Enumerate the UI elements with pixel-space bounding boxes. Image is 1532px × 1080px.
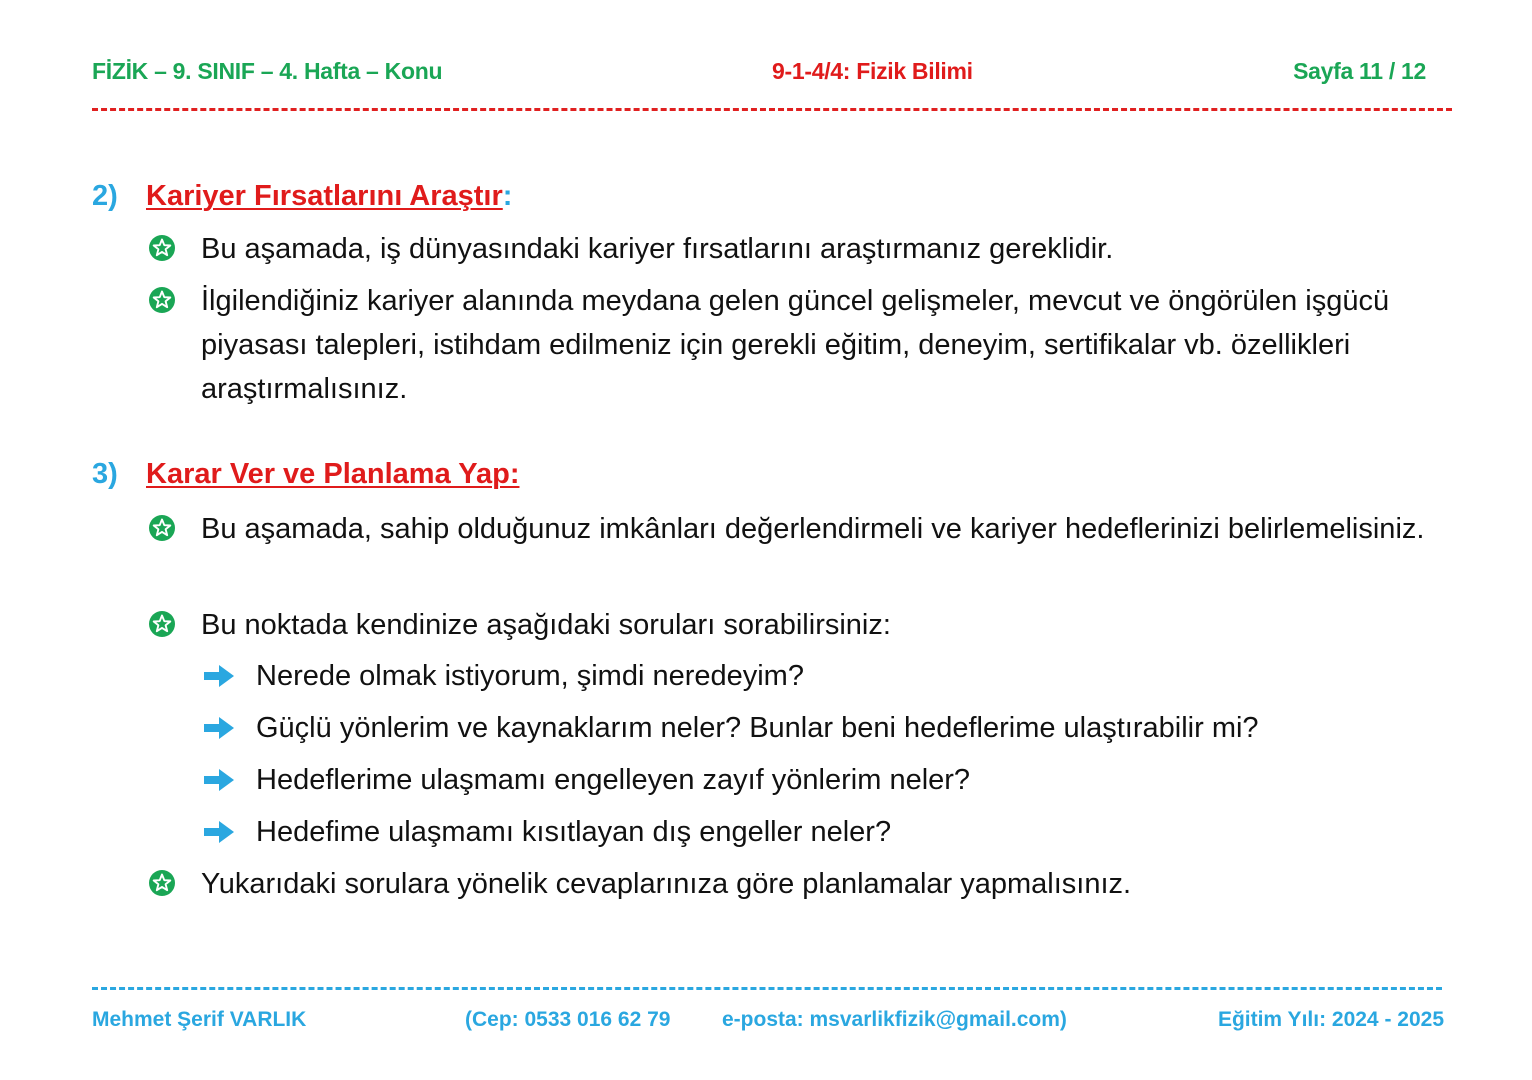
section-heading: Kariyer Fırsatlarını Araştır [146, 180, 503, 212]
question-item: Güçlü yönlerim ve kaynaklarım neler? Bunlar beni hedeflerime ulaştırabilir mi? [201, 706, 1451, 750]
header-divider [92, 108, 1452, 111]
page-header [92, 58, 1440, 88]
star-circle-icon [148, 610, 176, 638]
question-item: Hedeflerime ulaşmamı engelleyen zayıf yönlerim neler? [201, 758, 1451, 802]
list-item: Bu aşamada, sahip olduğunuz imkânları değerlendirmeli ve kariyer hedeflerinizi belirlemelisiniz. [146, 507, 1456, 551]
header-page-number: Sayfa 11 / 12 [1293, 58, 1426, 84]
arrow-right-icon [201, 663, 237, 689]
section-3-title [92, 458, 519, 491]
section-heading: Karar Ver ve Planlama Yap: [146, 458, 520, 490]
question-item: Nerede olmak istiyorum, şimdi neredeyim? [201, 654, 1451, 698]
arrow-right-icon [201, 715, 237, 741]
arrow-right-icon [201, 767, 237, 793]
star-circle-icon [148, 286, 176, 314]
star-circle-icon [148, 234, 176, 262]
list-item: İlgilendiğiniz kariyer alanında meydana gelen güncel gelişmeler, mevcut ve öngörülen işgücü piyasası talepleri, istihdam edilmeniz için gerekli eğitim, deneyim, sertifikalar vb. özellikleri araştırmalısınız. [146, 279, 1456, 411]
footer-year: Eğitim Yılı: 2024 - 2025 [1217, 1008, 1444, 1031]
star-circle-icon [148, 869, 176, 897]
section-number: 2) [92, 180, 118, 212]
section-number: 3) [92, 458, 118, 490]
question-item: Hedefime ulaşmamı kısıtlayan dış engeller neler? [201, 810, 1451, 854]
footer-divider [92, 987, 1442, 990]
page-footer [92, 1008, 1444, 1038]
list-item: Yukarıdaki sorulara yönelik cevaplarınıza göre planlamalar yapmalısınız. [146, 862, 1456, 906]
section-2-title: 2) Kariyer Fırsatlarını Araştır: [92, 180, 513, 212]
arrow-right-icon [201, 819, 237, 845]
footer-phone: (Cep: 0533 016 62 79 [465, 1008, 671, 1031]
footer-email: e-posta: msvarlikfizik@gmail.com) [722, 1008, 1067, 1031]
header-course: FİZİK – 9. SINIF – 4. Hafta – Konu [92, 58, 443, 84]
star-circle-icon [148, 514, 176, 542]
footer-author: Mehmet Şerif VARLIK [92, 1008, 307, 1031]
header-topic: 9-1-4/4: Fizik Bilimi [772, 58, 973, 84]
list-item: Bu aşamada, iş dünyasındaki kariyer fırsatlarını araştırmanız gereklidir. [146, 227, 1456, 271]
list-item: Bu noktada kendinize aşağıdaki soruları sorabilirsiniz: [146, 603, 1456, 647]
